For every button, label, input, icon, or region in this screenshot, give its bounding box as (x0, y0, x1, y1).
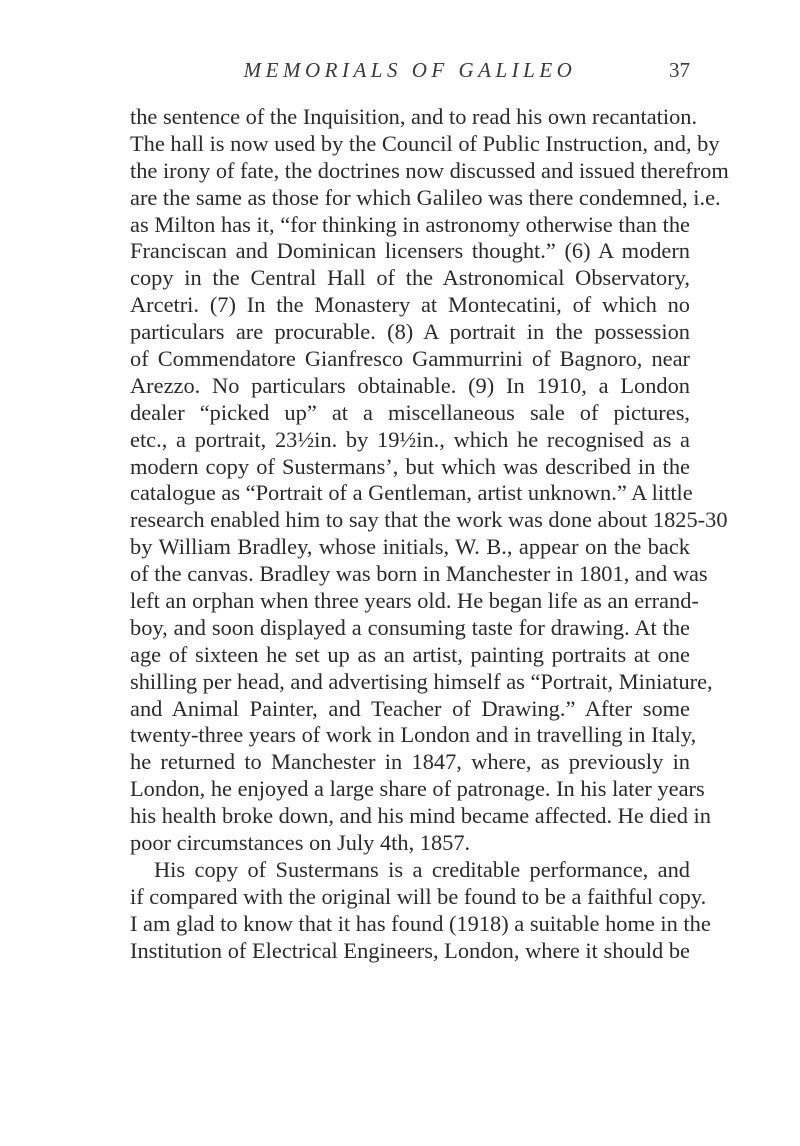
text-line: the sentence of the Inquisition, and to read his own recantation. (130, 104, 698, 129)
text-line: Arezzo. No particulars obtainable. (9) In 1910, a London (130, 372, 690, 398)
text-line: boy, and soon displayed a consuming taste for drawing. At the (130, 614, 690, 640)
paragraph (130, 856, 711, 965)
text-line: dealer “picked up” at a miscellaneous sale of pictures, (130, 399, 690, 425)
text-line: Arcetri. (7) In the Monastery at Montecatini, of which no (130, 292, 690, 318)
text-line: Institution of Electrical Engineers, London, where it should be (130, 937, 690, 963)
text-line: if compared with the original will be found to be a faithful copy. (130, 883, 707, 909)
text-line: catalogue as “Portrait of a Gentleman, artist unknown.” A little (130, 480, 693, 506)
text-line: he returned to Manchester in 1847, where, as previously in (130, 749, 690, 775)
text-line: copy in the Central Hall of the Astronomical Observatory, (130, 265, 690, 291)
text-line: I am glad to know that it has found (1918) a suitable home in the (130, 910, 711, 936)
text-line: modern copy of Sustermans’, but which was described in the (130, 453, 690, 479)
text-line: his health broke down, and his mind became affected. He died in (130, 803, 711, 829)
text-line: of Commendatore Gianfresco Gammurrini of Bagnoro, near (130, 346, 690, 372)
text-line: are the same as those for which Galileo was there condemned, i.e. (130, 184, 721, 210)
text-line: shilling per head, and advertising himself as “Portrait, Miniature, (130, 668, 713, 694)
text-line: left an orphan when three years old. He began life as an errand- (130, 588, 699, 614)
text-line: and Animal Painter, and Teacher of Drawing.” After some (130, 695, 690, 721)
text-line: as Milton has it, “for thinking in astronomy otherwise than the (130, 211, 690, 237)
text-line: The hall is now used by the Council of Public Instruction, and, by (130, 130, 720, 156)
text-line: particulars are procurable. (8) A portrait in the possession (130, 319, 690, 345)
text-line: His copy of Sustermans is a creditable performance, and (154, 856, 690, 882)
text-line: age of sixteen he set up as an artist, painting portraits at one (130, 641, 690, 667)
text-line: etc., a portrait, 23½in. by 19½in., which he recognised as a (130, 426, 690, 452)
body-text (130, 104, 729, 965)
paragraph (130, 104, 729, 857)
text-line: by William Bradley, whose initials, W. B., appear on the back (130, 534, 690, 560)
text-line: of the canvas. Bradley was born in Manchester in 1801, and was (130, 561, 708, 587)
page-number: 37 (669, 58, 690, 82)
text-line: London, he enjoyed a large share of patronage. In his later years (130, 776, 705, 802)
running-head (130, 58, 690, 88)
text-line: the irony of fate, the doctrines now discussed and issued therefrom (130, 157, 729, 183)
text-line: twenty-three years of work in London and in travelling in Italy, (130, 722, 697, 748)
text-line: Franciscan and Dominican licensers thought.” (6) A modern (130, 238, 690, 264)
text-line: poor circumstances on July 4th, 1857. (130, 830, 471, 856)
running-title: MEMORIALS OF GALILEO (243, 58, 577, 82)
text-line: research enabled him to say that the work was done about 1825-30 (130, 507, 728, 533)
